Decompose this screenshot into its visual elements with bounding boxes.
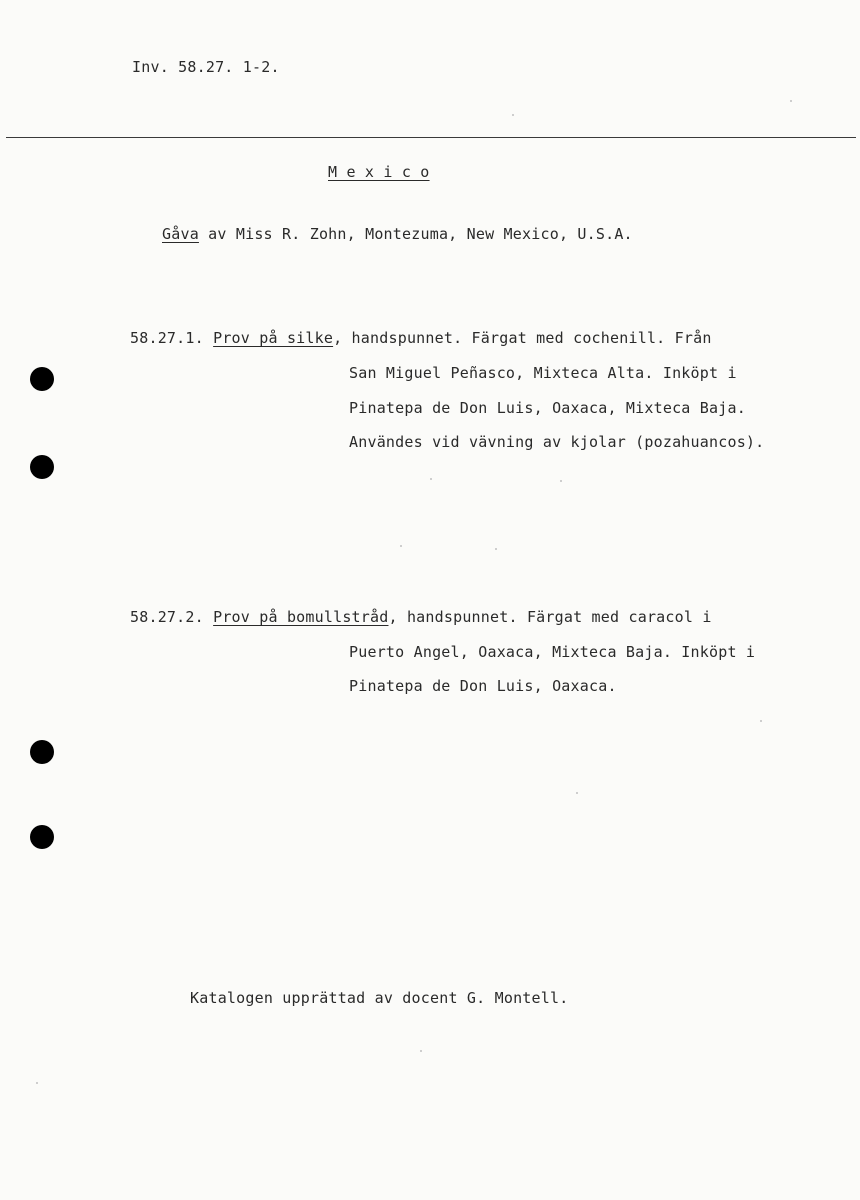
punch-hole (30, 825, 54, 849)
entry-1-line-4: Användes vid vävning av kjolar (pozahuancos). (349, 433, 765, 451)
gift-label: Gåva (162, 225, 199, 243)
entry-2-line-2: Puerto Angel, Oaxaca, Mixteca Baja. Inköpt i (349, 643, 756, 661)
entry-1-text: , handspunnet. Färgat med cochenill. Från (333, 329, 712, 347)
country-title: M e x i c o (328, 163, 430, 181)
punch-hole (30, 455, 54, 479)
scan-speck (760, 720, 762, 722)
entry-1-first-line (130, 329, 712, 347)
entry-2-line-3: Pinatepa de Don Luis, Oaxaca. (349, 677, 617, 695)
footer-note: Katalogen upprättad av docent G. Montell. (190, 989, 569, 1007)
scan-speck (400, 545, 402, 547)
entry-1-line-3: Pinatepa de Don Luis, Oaxaca, Mixteca Baja. (349, 399, 746, 417)
entry-1-title: Prov på silke (213, 329, 334, 347)
entry-1-line-2: San Miguel Peñasco, Mixteca Alta. Inköpt i (349, 364, 737, 382)
scan-speck (36, 1082, 38, 1084)
scan-speck (430, 478, 432, 480)
punch-hole (30, 367, 54, 391)
entry-2-title: Prov på bomullstråd (213, 608, 389, 626)
entry-2-number: 58.27.2. (130, 608, 204, 626)
divider-line (6, 137, 856, 138)
inventory-number: Inv. 58.27. 1-2. (132, 58, 280, 76)
scan-speck (495, 548, 497, 550)
scan-speck (560, 480, 562, 482)
gift-line (162, 225, 633, 243)
punch-hole (30, 740, 54, 764)
gift-text: av Miss R. Zohn, Montezuma, New Mexico, U.S.A. (208, 225, 633, 243)
scan-speck (512, 114, 514, 116)
entry-1-number: 58.27.1. (130, 329, 204, 347)
scan-speck (790, 100, 792, 102)
scan-speck (576, 792, 578, 794)
scan-speck (420, 1050, 422, 1052)
entry-2-first-line (130, 608, 712, 626)
entry-2-text: , handspunnet. Färgat med caracol i (388, 608, 712, 626)
